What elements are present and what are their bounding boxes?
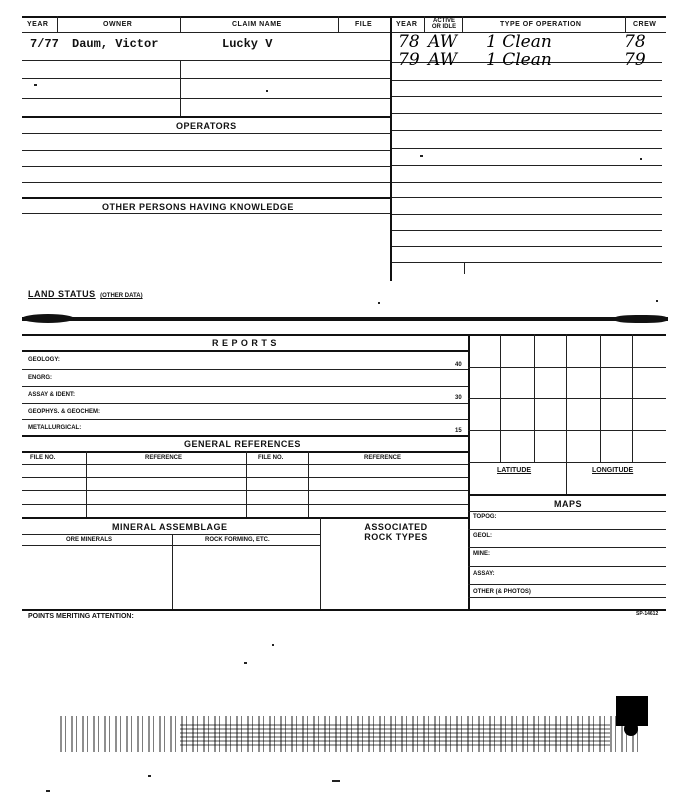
header-active-or-idle: ACTIVE OR IDLE [431, 18, 457, 30]
activity-type-2: 1 Clean [486, 50, 552, 70]
operators-title: OPERATORS [176, 121, 237, 131]
longitude-label: LONGITUDE [592, 467, 634, 474]
report-label-engrg: ENGRG: [28, 375, 52, 381]
header-crew: CREW [633, 21, 657, 28]
activity-status-2: AW [428, 50, 458, 70]
report-label-geology: GEOLOGY: [28, 357, 60, 363]
smudge-right [614, 315, 668, 323]
activity-crew-1: 78 [624, 32, 646, 52]
associated-rock-types-title: ASSOCIATED ROCK TYPES [364, 522, 428, 542]
header-year-2: YEAR [396, 21, 418, 28]
header-claim-name: CLAIM NAME [232, 21, 282, 28]
general-references-title: GENERAL REFERENCES [184, 439, 301, 449]
smudge-left [22, 314, 74, 323]
ref-header-reference-2: REFERENCE [364, 455, 402, 461]
land-status-title [28, 284, 143, 302]
report-label-assay: ASSAY & IDENT: [28, 392, 76, 398]
activity-crew-2: 79 [624, 50, 646, 70]
other-persons-title: OTHER PERSONS HAVING KNOWLEDGE [102, 202, 294, 212]
header-year: YEAR [27, 21, 49, 28]
scan-dot-mark [624, 722, 638, 736]
heavy-divider [22, 317, 668, 321]
map-assay: ASSAY: [473, 571, 495, 577]
map-geol: GEOL: [473, 533, 492, 539]
ref-header-file-no: FILE NO. [30, 455, 56, 461]
report-num-assay: 30 [455, 395, 462, 401]
ref-header-reference: REFERENCE [145, 455, 183, 461]
reports-title: R E P O R T S [212, 338, 277, 348]
form-code: SP-14612 [636, 611, 659, 617]
header-type-of-operation: TYPE OF OPERATION [500, 21, 582, 28]
activity-status-1: AW [428, 32, 458, 52]
mineral-assemblage-title: MINERAL ASSEMBLAGE [112, 522, 228, 532]
ore-minerals-header: ORE MINERALS [66, 537, 113, 543]
header-owner: OWNER [103, 21, 133, 28]
claim-year: 7/77 [30, 37, 59, 51]
land-status-label: LAND STATUS [28, 289, 96, 299]
claim-name: Lucky V [222, 37, 273, 51]
land-status-sub: (OTHER DATA) [100, 293, 143, 299]
activity-type-1: 1 Clean [486, 32, 552, 52]
report-num-metallurgical: 15 [455, 428, 462, 434]
claim-owner: Daum, Victor [72, 37, 159, 51]
map-mine: MINE: [473, 551, 490, 557]
scan-noise-overlay [180, 722, 610, 746]
report-label-geophys: GEOPHYS. & GEOCHEM: [28, 409, 101, 415]
header-file: FILE [355, 21, 373, 28]
report-num-geology: 40 [455, 362, 462, 368]
rock-forming-header: ROCK FORMING, ETC. [205, 537, 270, 543]
report-label-metallurgical: METALLURGICAL: [28, 425, 82, 431]
latitude-label: LATITUDE [497, 467, 532, 474]
points-meriting-attention-label: POINTS MERITING ATTENTION: [28, 613, 134, 620]
activity-year-2: 79 [398, 50, 420, 70]
activity-year-1: 78 [398, 32, 420, 52]
maps-title: MAPS [554, 499, 583, 509]
map-topog: TOPOG: [473, 514, 497, 520]
map-other: OTHER (& PHOTOS) [473, 589, 531, 595]
ref-header-file-no-2: FILE NO. [258, 455, 284, 461]
